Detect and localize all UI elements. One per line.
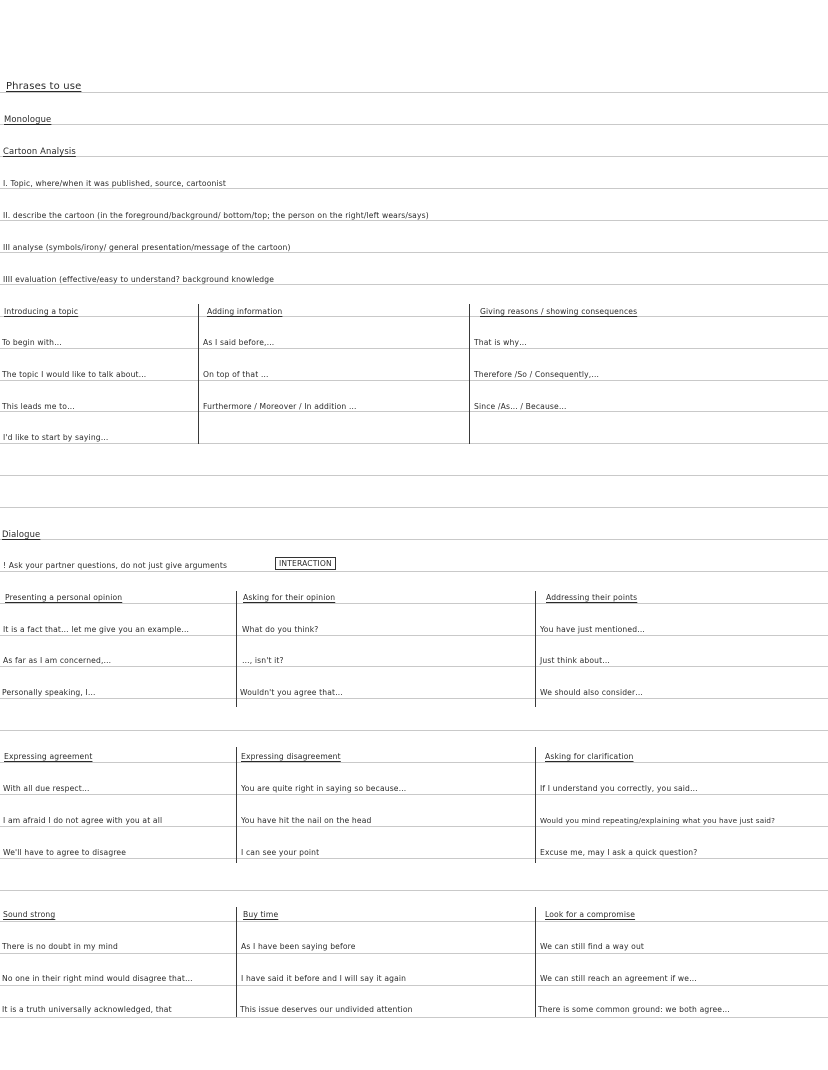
ruled-line (0, 985, 828, 986)
analysis-step: III analyse (symbols/irony/ general presentation/message of the cartoon) (3, 243, 291, 252)
phrase-item: No one in their right mind would disagree that… (2, 974, 193, 983)
dialogue-note: ! Ask your partner questions, do not just give arguments (3, 561, 228, 570)
ruled-line (0, 539, 828, 540)
phrase-item: Would you mind repeating/explaining what you have just said? (540, 816, 776, 825)
column-heading-addressing-points: Addressing their points (546, 593, 638, 602)
ruled-line (0, 443, 828, 444)
phrase-item: If I understand you correctly, you said… (540, 784, 698, 793)
phrase-item: Therefore /So / Consequently,… (474, 370, 600, 379)
phrase-item: We should also consider… (540, 688, 644, 697)
ruled-line (0, 316, 828, 317)
phrase-item: You are quite right in saying so because… (241, 784, 407, 793)
analysis-step: II. describe the cartoon (in the foreground/background/ bottom/top; the person on the right/left wears/says) (3, 211, 429, 220)
ruled-line (0, 953, 828, 954)
phrase-item: Wouldn't you agree that… (240, 688, 343, 697)
page-title: Phrases to use (6, 81, 82, 92)
phrase-item: You have just mentioned… (540, 625, 645, 634)
phrase-item: …, isn't it? (242, 656, 284, 665)
column-heading-giving-reasons: Giving reasons / showing consequences (480, 307, 638, 316)
ruled-line (0, 571, 828, 572)
ruled-line (0, 762, 828, 763)
cartoon-analysis-heading: Cartoon Analysis (3, 146, 76, 156)
column-heading-personal-opinion: Presenting a personal opinion (5, 593, 123, 602)
ruled-line (0, 1017, 828, 1018)
column-heading-asking-opinion: Asking for their opinion (243, 593, 336, 602)
monologue-heading: Monologue (4, 114, 52, 124)
phrase-item: With all due respect… (3, 784, 90, 793)
ruled-line (0, 411, 828, 412)
phrase-item: On top of that … (203, 370, 269, 379)
phrase-item: This issue deserves our undivided attention (240, 1005, 413, 1014)
phrase-item: As far as I am concerned,… (3, 656, 112, 665)
column-heading-introducing-topic: Introducing a topic (4, 307, 79, 316)
ruled-line (0, 858, 828, 859)
analysis-step: IIII evaluation (effective/easy to understand? background knowledge (3, 275, 275, 284)
ruled-line (0, 380, 828, 381)
phrase-item: We'll have to agree to disagree (3, 848, 127, 857)
phrase-item: It is a truth universally acknowledged, that (2, 1005, 172, 1014)
ruled-line (0, 92, 828, 93)
phrase-item: We can still find a way out (540, 942, 645, 951)
ruled-line (0, 890, 828, 891)
phrase-item: As I said before,… (203, 338, 275, 347)
ruled-line (0, 348, 828, 349)
phrase-item: What do you think? (242, 625, 319, 634)
ruled-line (0, 507, 828, 508)
dialogue-heading: Dialogue (2, 529, 41, 539)
column-heading-adding-information: Adding information (207, 307, 283, 316)
column-divider (198, 304, 199, 444)
column-heading-asking-clarification: Asking for clarification (545, 752, 634, 761)
interaction-box: INTERACTION (275, 557, 336, 570)
column-divider (236, 907, 237, 1017)
phrase-item: I'd like to start by saying… (3, 433, 109, 442)
ruled-line (0, 635, 828, 636)
phrase-item: We can still reach an agreement if we… (540, 974, 697, 983)
column-divider (236, 591, 237, 707)
ruled-line (0, 730, 828, 731)
phrase-item: The topic I would like to talk about… (2, 370, 147, 379)
phrase-item: There is no doubt in my mind (2, 942, 118, 951)
ruled-line (0, 698, 828, 699)
column-divider (535, 747, 536, 863)
phrase-item: Personally speaking, I… (2, 688, 96, 697)
column-heading-expressing-agreement: Expressing agreement (4, 752, 93, 761)
column-divider (469, 304, 470, 444)
phrase-item: As I have been saying before (241, 942, 356, 951)
phrase-item: It is a fact that… let me give you an example… (3, 625, 190, 634)
phrase-item: Just think about… (540, 656, 610, 665)
column-divider (535, 907, 536, 1017)
phrase-item: You have hit the nail on the head (241, 816, 372, 825)
phrase-item: Since /As… / Because… (474, 402, 567, 411)
ruled-line (0, 475, 828, 476)
phrase-item: I am afraid I do not agree with you at all (3, 816, 163, 825)
phrase-item: Excuse me, may I ask a quick question? (540, 848, 698, 857)
phrase-item: There is some common ground: we both agree… (538, 1005, 730, 1014)
phrase-item: To begin with… (2, 338, 62, 347)
column-heading-expressing-disagreement: Expressing disagreement (241, 752, 341, 761)
phrase-item: This leads me to… (2, 402, 75, 411)
phrase-item: Furthermore / Moreover / In addition … (203, 402, 357, 411)
column-divider (236, 747, 237, 863)
column-heading-compromise: Look for a compromise (545, 910, 636, 919)
ruled-line (0, 921, 828, 922)
column-divider (535, 591, 536, 707)
phrase-item: I can see your point (241, 848, 320, 857)
ruled-line (0, 603, 828, 604)
ruled-line (0, 794, 828, 795)
ruled-line (0, 156, 828, 157)
column-heading-buy-time: Buy time (243, 910, 279, 919)
analysis-step: I. Topic, where/when it was published, source, cartoonist (3, 179, 226, 188)
phrase-item: That is why… (474, 338, 527, 347)
phrase-item: I have said it before and I will say it again (241, 974, 407, 983)
ruled-line (0, 666, 828, 667)
ruled-line (0, 826, 828, 827)
ruled-line (0, 124, 828, 125)
column-heading-sound-strong: Sound strong (3, 910, 56, 919)
